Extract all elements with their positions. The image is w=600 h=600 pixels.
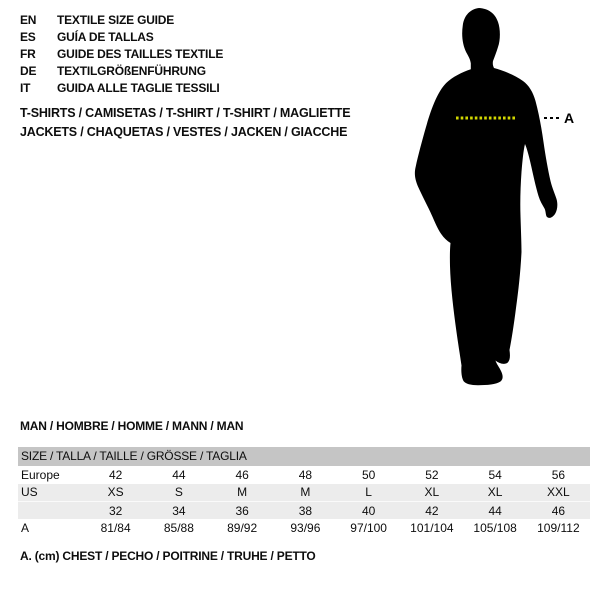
table-cell: 46 bbox=[551, 504, 566, 518]
row-label: A bbox=[21, 521, 30, 535]
table-cell: XL bbox=[487, 485, 503, 499]
measurement-footnote: A. (cm) CHEST / PECHO / POITRINE / TRUHE / PETTO bbox=[20, 549, 316, 563]
table-cell: 48 bbox=[298, 468, 313, 482]
language-code: FR bbox=[20, 47, 36, 61]
language-row-en bbox=[20, 12, 223, 29]
table-cell: M bbox=[300, 485, 311, 499]
table-row-us bbox=[18, 484, 590, 501]
table-cell: 38 bbox=[298, 504, 313, 518]
language-code: ES bbox=[20, 30, 36, 44]
language-code: EN bbox=[20, 13, 37, 27]
language-title: GUIDA ALLE TAGLIE TESSILI bbox=[57, 81, 220, 95]
category-line-tshirts: T-SHIRTS / CAMISETAS / T-SHIRT / T-SHIRT / MAGLIETTE bbox=[20, 106, 351, 120]
man-silhouette bbox=[415, 8, 557, 385]
table-cell: 42 bbox=[108, 468, 123, 482]
row-label bbox=[18, 502, 84, 520]
man-silhouette-figure bbox=[400, 0, 580, 400]
table-cell: M bbox=[237, 485, 248, 499]
language-code: DE bbox=[20, 64, 37, 78]
table-cell: 89/92 bbox=[227, 521, 258, 535]
table-cell: 40 bbox=[361, 504, 376, 518]
language-list bbox=[20, 12, 223, 97]
table-cell: 50 bbox=[361, 468, 376, 482]
row-label: US bbox=[21, 485, 38, 499]
table-cell: 105/108 bbox=[473, 521, 517, 535]
language-title: GUIDE DES TAILLES TEXTILE bbox=[57, 47, 224, 61]
table-cell: 46 bbox=[235, 468, 249, 482]
category-line-jackets: JACKETS / CHAQUETAS / VESTES / JACKEN / GIACCHE bbox=[20, 125, 348, 139]
table-cell: 52 bbox=[425, 468, 439, 482]
table-cell: 85/88 bbox=[163, 521, 194, 535]
table-cell: 32 bbox=[108, 504, 123, 518]
table-cell: S bbox=[174, 485, 183, 499]
size-table bbox=[18, 447, 590, 537]
table-cell: 97/100 bbox=[350, 521, 387, 535]
row-label: Europe bbox=[21, 468, 60, 482]
table-cell: 81/84 bbox=[100, 521, 131, 535]
table-cell: XS bbox=[107, 485, 124, 499]
table-cell: 42 bbox=[425, 504, 439, 518]
table-cell: 54 bbox=[488, 468, 502, 482]
category-list bbox=[20, 104, 350, 142]
table-cell: 44 bbox=[488, 504, 502, 518]
table-cell: 56 bbox=[551, 468, 566, 482]
table-cell: XXL bbox=[547, 485, 570, 499]
table-cell: L bbox=[365, 485, 372, 499]
gender-section-title: MAN / HOMBRE / HOMME / MANN / MAN bbox=[20, 419, 244, 433]
table-cell: 109/112 bbox=[537, 521, 580, 535]
language-title: TEXTILE SIZE GUIDE bbox=[57, 13, 175, 27]
language-row-de bbox=[20, 63, 223, 80]
table-row-chest-cm bbox=[18, 519, 590, 537]
table-cell: 36 bbox=[235, 504, 249, 518]
language-row-es bbox=[20, 29, 223, 46]
language-title: TEXTILGRÖßENFÜHRUNG bbox=[57, 64, 206, 78]
language-code: IT bbox=[20, 81, 31, 95]
table-cell: XL bbox=[424, 485, 440, 499]
table-cell: 101/104 bbox=[410, 521, 454, 535]
language-row-fr bbox=[20, 46, 223, 63]
table-cell: 44 bbox=[172, 468, 186, 482]
table-cell: 93/96 bbox=[290, 521, 321, 535]
table-row-numeric-sizes bbox=[18, 501, 590, 519]
language-row-it bbox=[20, 80, 223, 97]
size-table-header: SIZE / TALLA / TAILLE / GRÖSSE / TAGLIA bbox=[18, 447, 590, 466]
measure-label-a: A bbox=[564, 110, 575, 126]
table-cell: 34 bbox=[172, 504, 186, 518]
table-row-europe bbox=[18, 466, 590, 484]
language-title: GUÍA DE TALLAS bbox=[57, 30, 154, 44]
